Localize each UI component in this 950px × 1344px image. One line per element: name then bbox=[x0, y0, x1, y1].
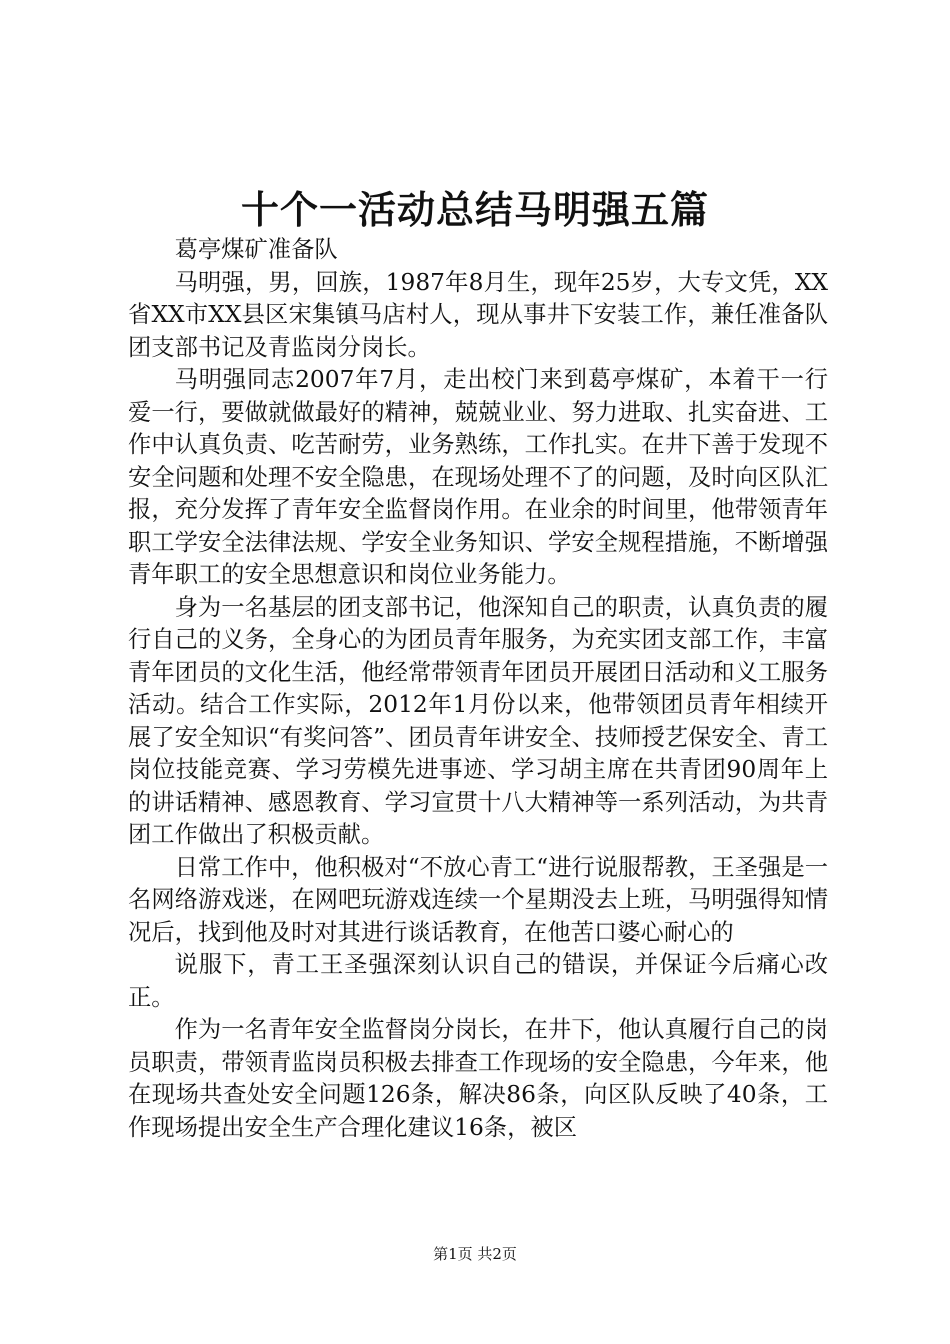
document-title: 十个一活动总结马明强五篇 bbox=[240, 187, 709, 232]
page-footer: 第1页 共2页 bbox=[433, 1245, 517, 1263]
paragraph-persuasion: 说服下，青工王圣强深刻认识自己的错误，并保证今后痛心改正。 bbox=[128, 951, 828, 1011]
paragraph-profile: 马明强，男，回族，1987年8月生，现年25岁，大专文凭，XX省XX市XX县区宋集镇马店村人，现从事井下安装工作，兼任准备队团支部书记及青监岗分岗长。 bbox=[128, 268, 828, 361]
document-body bbox=[128, 234, 828, 1144]
paragraph-unit: 葛亭煤矿准备队 bbox=[174, 236, 338, 263]
paragraph-work: 马明强同志2007年7月，走出校门来到葛亭煤矿，本着干一行爱一行，要做就做最好的精神，兢兢业业、努力进取、扎实奋进、工作中认真负责、吃苦耐劳，业务熟练，工作扎实。在井下善于发现不安全问题和处理不安全隐患，在现场处理不了的问题，及时向区队汇报，充分发挥了青年安全监督岗作用。在业余的时间里，他带领青年职工学安全法律法规、学安全业务知识、学安全规程措施，不断增强青年职工的安全思想意识和岗位业务能力。 bbox=[128, 366, 828, 588]
paragraph-league-secretary: 身为一名基层的团支部书记，他深知自己的职责，认真负责的履行自己的义务，全身心的为团员青年服务，为充实团支部工作，丰富青年团员的文化生活，他经常带领青年团员开展团日活动和义工服务活动。结合工作实际，2012年1月份以来，他带领团员青年相续开展了安全知识“有奖问答”、团员青年讲安全、技师授艺保安全、青工岗位技能竞赛、学习劳模先进事迹、学习胡主席在共青团90周年上的讲话精神、感恩教育、学习宣贯十八大精神等一系列活动，为共青团工作做出了积极贡献。 bbox=[128, 593, 828, 848]
paragraph-safety-supervision: 作为一名青年安全监督岗分岗长，在井下，他认真履行自己的岗员职责，带领青监岗员积极去排查工作现场的安全隐患，今年来，他在现场共查处安全问题126条，解决86条，向区队反映了40条，工作现场提出安全生产合理化建议16条，被区 bbox=[128, 1016, 828, 1141]
paragraph-daily-work: 日常工作中，他积极对“不放心青工“进行说服帮教，王圣强是一名网络游戏迷，在网吧玩游戏连续一个星期没去上班，马明强得知情况后，找到他及时对其进行谈话教育，在他苦口婆心耐心的 bbox=[128, 853, 828, 946]
